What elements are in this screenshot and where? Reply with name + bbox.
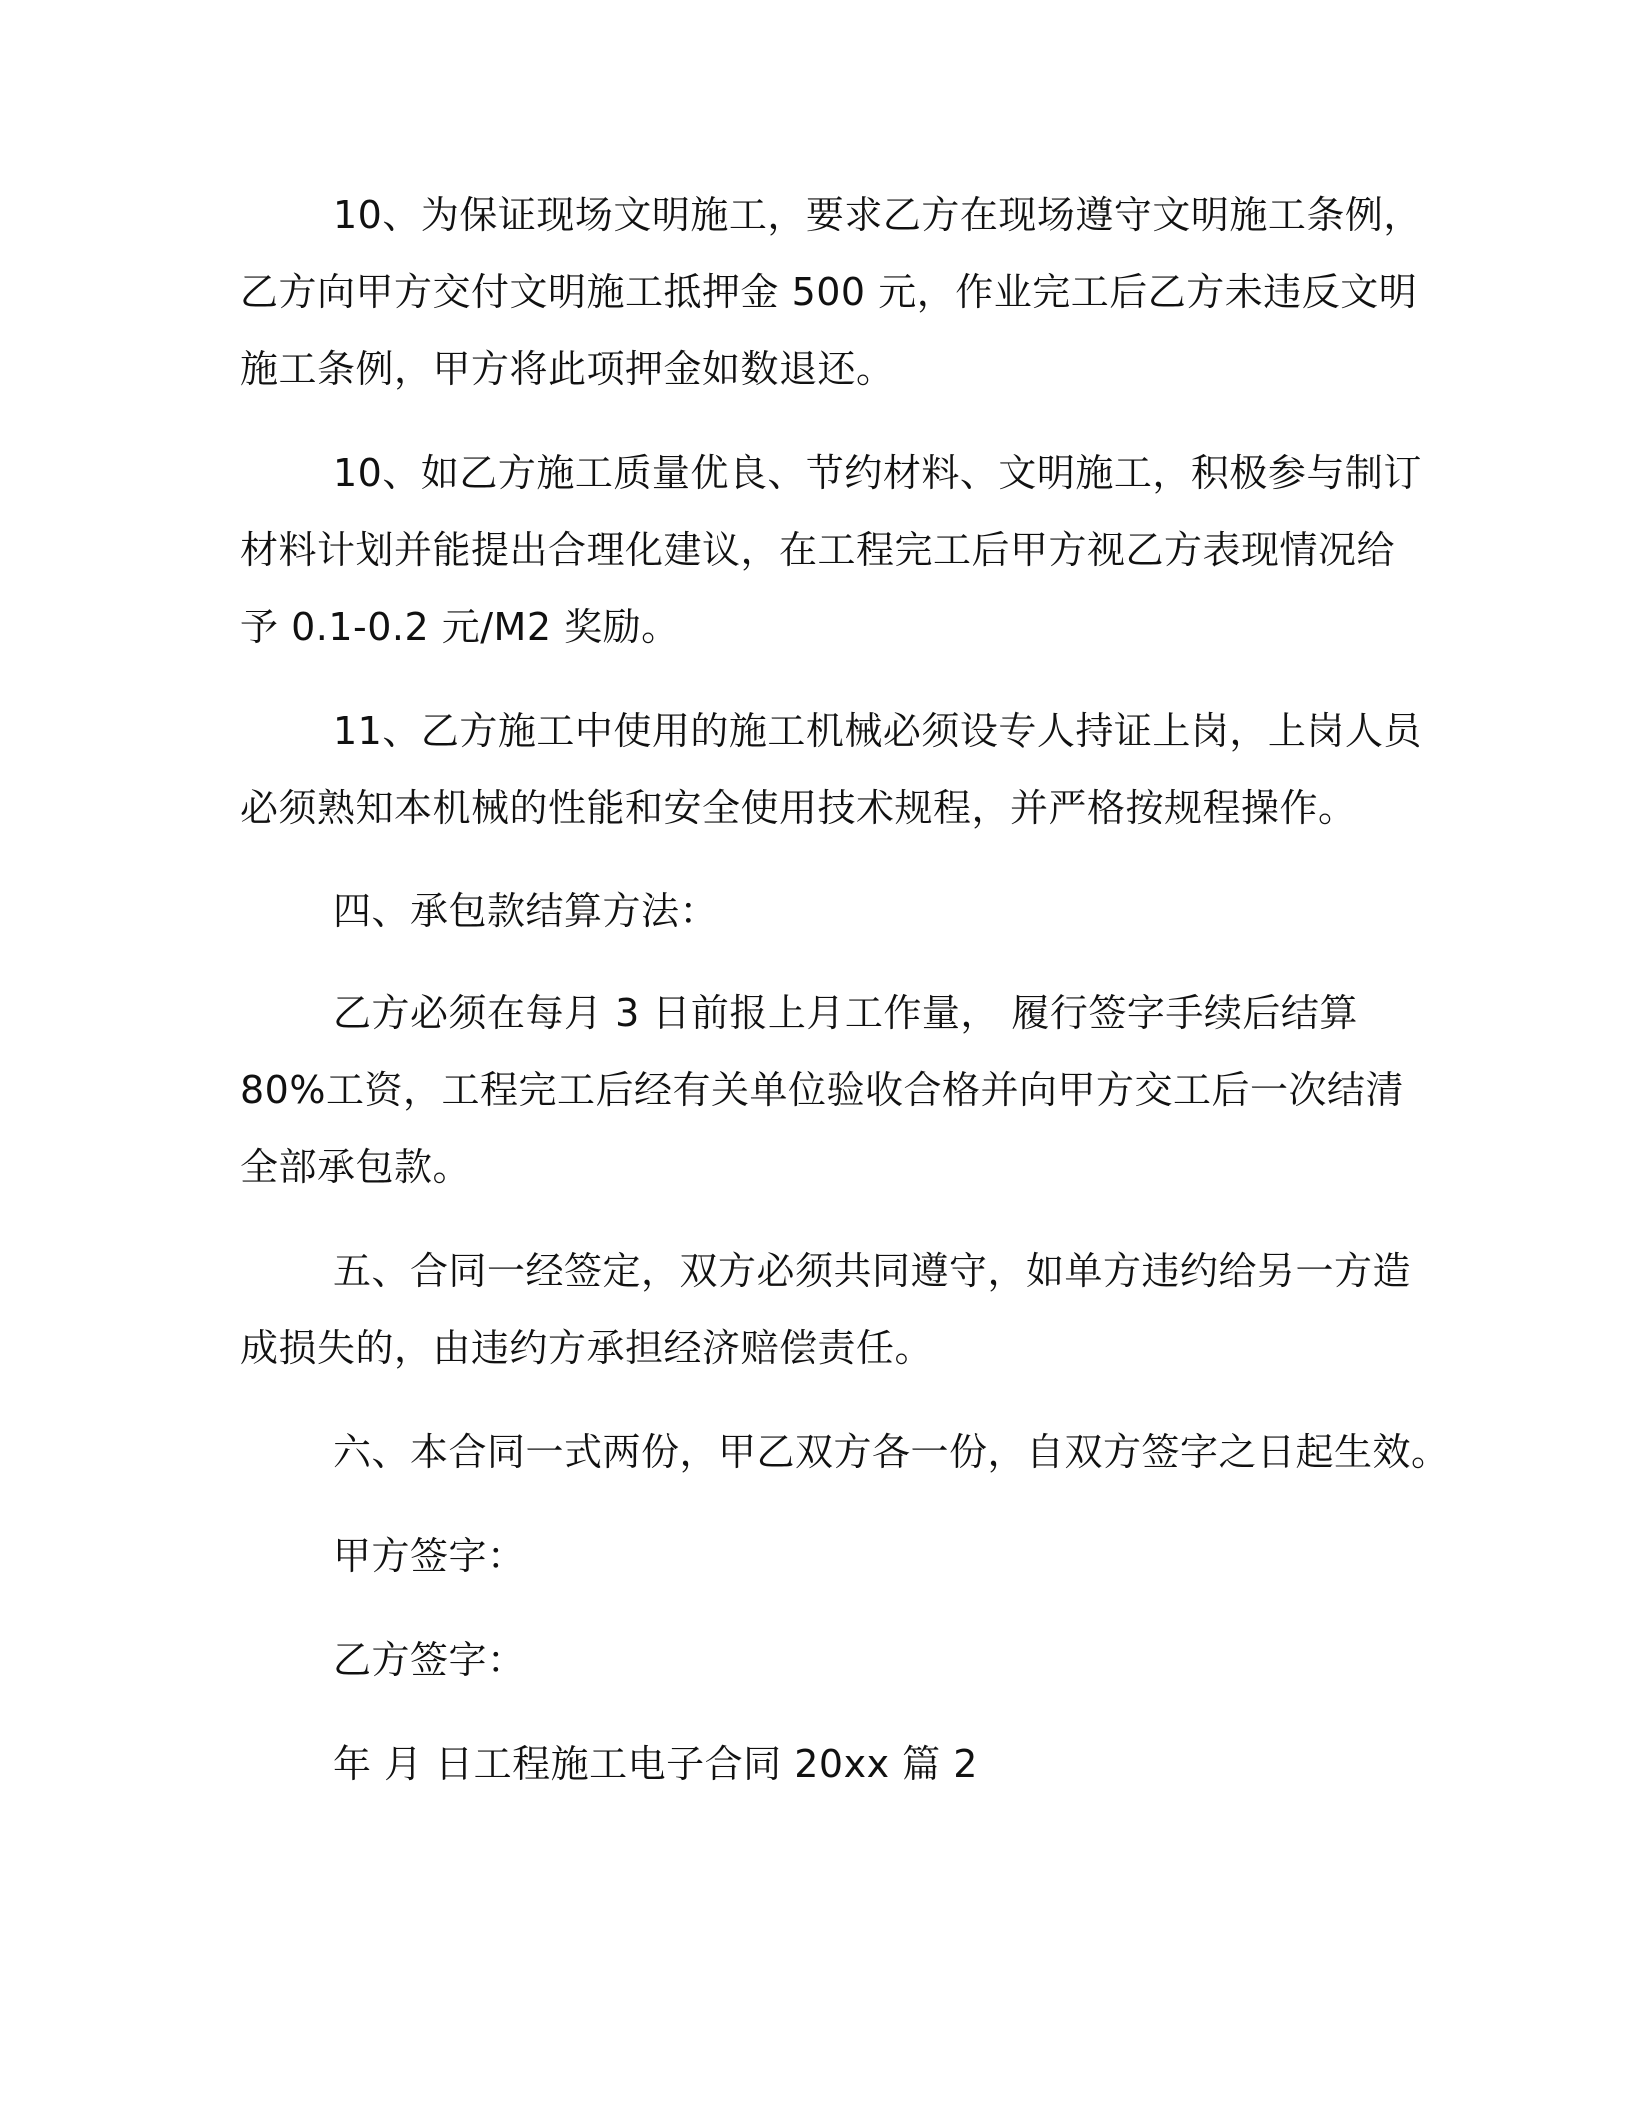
party-a-signature-label: 甲方签字： [333,1534,526,1578]
clause-10a-line-1: 10、为保证现场文明施工，要求乙方在现场遵守文明施工条例， [333,193,1422,237]
clause-11-line-2: 必须熟知本机械的性能和安全使用技术规程，并严格按规程操作。 [240,786,1357,830]
clause-11-line-1: 11、乙方施工中使用的施工机械必须设专人持证上岗，上岗人员 [333,709,1422,753]
section-5-line-2: 成损失的，由违约方承担经济赔偿责任。 [240,1326,934,1370]
section-4-body-line-3: 全部承包款。 [240,1145,472,1189]
clause-10b-line-3: 予 0.1-0.2 元/M2 奖励。 [240,605,680,649]
section-6-line-1: 六、本合同一式两份，甲乙双方各一份，自双方签字之日起生效。 [333,1430,1450,1474]
clause-10a-line-2: 乙方向甲方交付文明施工抵押金 500 元，作业完工后乙方未违反文明 [240,270,1418,314]
clause-10b-line-2: 材料计划并能提出合理化建议，在工程完工后甲方视乙方表现情况给 [240,528,1396,572]
section-4-body-line-1: 乙方必须在每月 3 日前报上月工作量， 履行签字手续后结算 [333,991,1358,1035]
section-5-line-1: 五、合同一经签定，双方必须共同遵守，如单方违约给另一方造 [333,1249,1412,1293]
date-and-next-title: 年 月 日工程施工电子合同 20xx 篇 2 [333,1742,978,1786]
section-4-heading: 四、承包款结算方法： [333,889,719,933]
party-b-signature-label: 乙方签字： [333,1638,526,1682]
section-4-body-line-2: 80%工资，工程完工后经有关单位验收合格并向甲方交工后一次结清 [240,1068,1404,1112]
clause-10a-line-3: 施工条例，甲方将此项押金如数退还。 [240,347,895,391]
clause-10b-line-1: 10、如乙方施工质量优良、节约材料、文明施工，积极参与制订 [333,451,1422,495]
